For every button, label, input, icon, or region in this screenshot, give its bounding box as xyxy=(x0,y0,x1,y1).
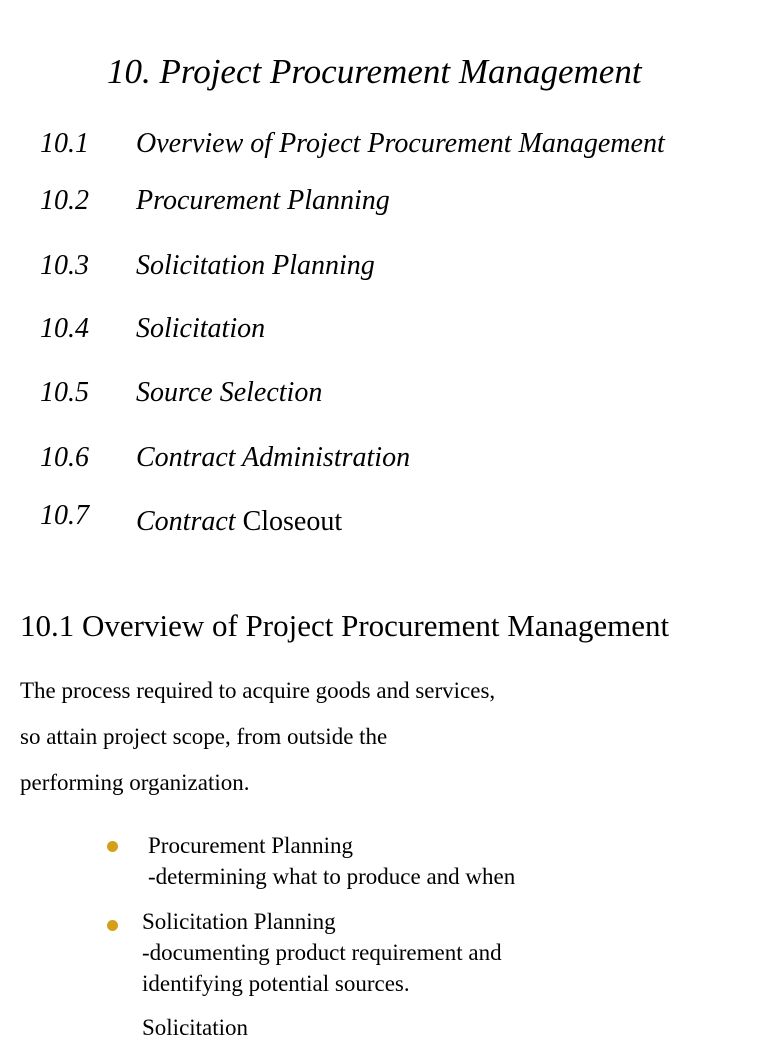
toc-label: Procurement Planning xyxy=(136,185,390,216)
bullet-text xyxy=(142,1012,248,1043)
toc-item xyxy=(0,442,768,482)
toc-label: Overview of Project Procurement Management xyxy=(136,128,665,159)
bullet-text xyxy=(142,906,502,999)
toc-label: Source Selection xyxy=(136,377,323,408)
toc-label-upright: Closeout xyxy=(235,506,343,537)
bullet-line: Solicitation xyxy=(142,1015,249,1040)
toc-number: 10.7 xyxy=(40,500,89,531)
bullet-line: Procurement Planning xyxy=(148,833,354,858)
toc-label-italic: Contract xyxy=(136,506,236,537)
toc-label: Solicitation xyxy=(136,313,266,344)
toc-item xyxy=(0,500,768,540)
toc-label xyxy=(136,506,342,538)
bullet-line: identifying potential sources. xyxy=(142,971,410,996)
intro-line: performing organization. xyxy=(20,770,250,795)
bullet-dot-icon xyxy=(107,841,118,852)
bullet-dot-icon xyxy=(107,920,118,931)
bullet-text xyxy=(148,830,515,892)
toc-item xyxy=(0,313,768,353)
toc-number: 10.4 xyxy=(40,313,89,344)
toc-item xyxy=(0,185,768,225)
bullet-line: -documenting product requirement and xyxy=(142,940,502,965)
toc-label: Contract Administration xyxy=(136,442,411,473)
section-heading: 10.1 Overview of Project Procurement Management xyxy=(20,608,670,643)
toc-number: 10.3 xyxy=(40,250,89,281)
toc-number: 10.6 xyxy=(40,442,89,473)
bullet-line: -determining what to produce and when xyxy=(148,864,516,889)
toc-item xyxy=(0,128,768,168)
intro-line: so attain project scope, from outside the xyxy=(20,724,388,749)
toc-number: 10.2 xyxy=(40,185,89,216)
bullet-line: Solicitation Planning xyxy=(142,909,336,934)
toc-item xyxy=(0,250,768,290)
intro-line: The process required to acquire goods and services, xyxy=(20,678,496,703)
toc-label: Solicitation Planning xyxy=(136,250,375,281)
toc-number: 10.1 xyxy=(40,128,89,159)
toc-number: 10.5 xyxy=(40,377,89,408)
page-title: 10. Project Procurement Management xyxy=(107,52,642,91)
toc-item xyxy=(0,377,768,417)
